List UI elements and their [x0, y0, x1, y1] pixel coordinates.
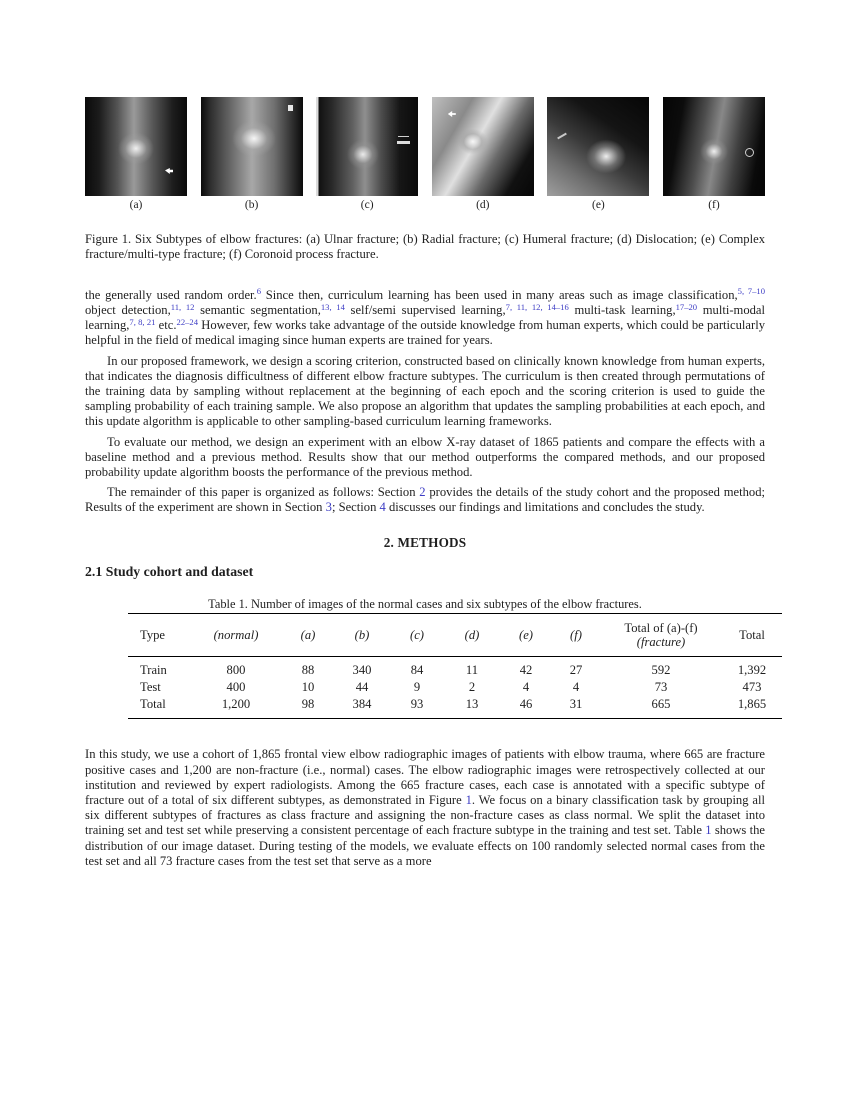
table-body — [128, 656, 782, 719]
figure-subimage-c — [316, 97, 418, 211]
table-cell: 46 — [519, 697, 533, 712]
elbow-xray-image-e — [547, 97, 649, 196]
paragraph: To evaluate our method, we design an experiment with an elbow X-ray dataset of 1865 patients and compare the effects with a baseline method and a previous method. Results show that our method outperforms the compared methods, and our proposed probability update algorithm boosts the performance of the previous method. — [85, 434, 765, 480]
xray-thumbnail-row — [85, 97, 765, 211]
table-cell: 31 — [569, 697, 583, 712]
table-cell: 44 — [355, 680, 369, 695]
table-header-cell: (b) — [334, 613, 390, 656]
elbow-xray-image-b — [201, 97, 303, 196]
table-cell: 88 — [301, 662, 315, 677]
citation-link[interactable]: 7, 11, 12, 14–16 — [505, 301, 569, 312]
table-cell: 800 — [226, 662, 246, 677]
table-header-cell: (a) — [282, 613, 334, 656]
table-cell: 98 — [301, 697, 315, 712]
paragraph: the generally used random order.$^6$ Since then, curriculum learning has been used in many areas such as image classification,$^{5, 7-10}$ object detection,$^{11, 12}$ semantic segmentation,$^{13, 14}$ self/semi supervised learning,$^{7, 11, 12, 14-16}$ multi-task learning,$^{17-20}$ multi-modal learning,$^{7, 8, 21}$ etc.$^{22-24}$ However, few works take advantage of the outside knowledge from human experts, which could be particularly helpful in the field of medical imaging since human experts are trained for years. — [85, 286, 766, 348]
citation-link[interactable]: 6 — [256, 286, 261, 297]
table-cell: 1,392 — [737, 662, 767, 677]
figure-1-caption: Figure 1. Six Subtypes of elbow fractures: (a) Ulnar fracture; (b) Radial fracture; (c) Humeral fracture; (d) Dislocation; (e) Complex fracture/multi-type fracture; (f) Coronoid process fracture. — [85, 232, 765, 262]
citation-link[interactable]: 11, 12 — [170, 301, 195, 312]
elbow-xray-image-d — [432, 97, 534, 196]
table-row — [128, 679, 782, 696]
paragraph: The remainder of this paper is organized as follows: Section 2 provides the details of the study cohort and the proposed method; Results of the experiment are shown in Section 3; Section 4 discusses our findings and limitations and concludes the study. — [85, 485, 765, 515]
table-cell: 340 — [352, 662, 372, 677]
citation-link[interactable]: 13, 14 — [320, 301, 345, 312]
figure-subimage-e — [547, 97, 649, 211]
cross-ref-link[interactable]: 1 — [705, 823, 712, 838]
table-cell: 11 — [465, 662, 479, 677]
text-column — [85, 0, 765, 869]
table-header-cell: (normal) — [190, 613, 282, 656]
table-cell: Test — [140, 680, 161, 695]
paragraph: In this study, we use a cohort of 1,865 frontal view elbow radiographic images of patients with elbow trauma, where 665 are fracture positive cases and 1,200 are non-fracture (i.e., normal) cases. The elbow radiographic images were retrospectively collected at our institution and reviewed by expert radiologists. Among the 665 fracture cases, each case is annotated with a specific subtype of fracture out of a total of six different subtypes, as demonstrated in Figure 1. We focus on a binary classification task by grouping all six different subtypes of fractures as class fracture and assigning the non-fracture cases as class normal. We split the dataset into training set and test set while preserving a consistent percentage of each fracture subtype in the training and test set. Table 1 shows the distribution of our image dataset. During testing of the models, we evaluate effects on 100 randomly selected normal cases from the test set and all 73 fracture cases from the test set that serve as a more — [85, 747, 765, 868]
table-header-cell: (f) — [552, 613, 600, 656]
citation-link[interactable]: 22–24 — [176, 316, 198, 327]
figure-sublabel: (f) — [708, 199, 720, 211]
table-cell: 4 — [522, 680, 530, 695]
figure-subimage-f — [663, 97, 765, 211]
table-cell: 9 — [413, 680, 421, 695]
table-cell: 1,865 — [737, 697, 767, 712]
citation-link[interactable]: 7, 8, 21 — [129, 316, 156, 327]
elbow-xray-image-a — [85, 97, 187, 196]
table-header-cell: (d) — [444, 613, 500, 656]
table-1-block — [85, 597, 765, 720]
table-cell: 400 — [226, 680, 246, 695]
figure-sublabel: (a) — [129, 199, 143, 211]
table-cell: Total — [140, 697, 166, 712]
cross-ref-link[interactable]: 1 — [465, 793, 472, 808]
cross-ref-link[interactable]: 4 — [379, 500, 386, 515]
figure-subimage-b — [201, 97, 303, 211]
table-cell: 10 — [301, 680, 315, 695]
table-header-cell: Total of (a)-(f) (fracture) — [600, 613, 722, 656]
citation-link[interactable]: 5, 7–10 — [737, 286, 765, 297]
table-cell: 13 — [465, 697, 479, 712]
elbow-xray-image-f — [663, 97, 765, 196]
body-paragraphs — [85, 288, 765, 516]
section-heading-methods: 2. METHODS — [383, 534, 467, 550]
table-cell: 84 — [410, 662, 424, 677]
table-cell: 665 — [651, 697, 671, 712]
table-cell: 1,200 — [221, 697, 251, 712]
table-header-cell: (e) — [500, 613, 552, 656]
after-table-paragraph-container — [85, 747, 765, 869]
table-cell: 473 — [742, 680, 762, 695]
subsection-heading-study-cohort: 2.1 Study cohort and dataset — [85, 563, 254, 579]
figure-sublabel: (b) — [244, 199, 259, 211]
figure-subimage-a — [85, 97, 187, 211]
paragraph: In our proposed framework, we design a scoring criterion, constructed based on clinically known knowledge from human experts, that indicates the diagnosis difficultness of different elbow fracture subtypes. The curriculum is then created through permutations of the training data by sampling without replacement at the beginning of each epoch and the scoring criterion is used to guide the sampling probability of each training sample. We also propose an algorithm that updates the sampling probabilities at each epoch, and this update algorithm is applicable to other sampling-based curriculum learning frameworks. — [85, 353, 765, 429]
figure-sublabel: (c) — [360, 199, 374, 211]
table-cell: 27 — [569, 662, 583, 677]
table-cell: 384 — [352, 697, 372, 712]
figure-sublabel: (e) — [591, 199, 605, 211]
table-cell: 4 — [572, 680, 580, 695]
table-header-cell: Total — [722, 613, 782, 656]
citation-link[interactable]: 17–20 — [675, 301, 698, 312]
table-cell: 73 — [654, 680, 668, 695]
table-row — [128, 696, 782, 719]
table-cell: 42 — [519, 662, 533, 677]
table-cell: 592 — [651, 662, 671, 677]
elbow-xray-image-c — [316, 97, 418, 196]
table-row — [128, 656, 782, 679]
table-header-cell: (c) — [390, 613, 444, 656]
table-cell: 2 — [468, 680, 476, 695]
table-1 — [128, 613, 782, 720]
table-header-cell: Type — [128, 613, 190, 656]
table-1-caption: Table 1. Number of images of the normal cases and six subtypes of the elbow fractures. — [208, 596, 642, 611]
cross-ref-link[interactable]: 2 — [419, 485, 426, 500]
figure-subimage-d — [432, 97, 534, 211]
table-cell: 93 — [410, 697, 424, 712]
figure-sublabel: (d) — [476, 199, 490, 211]
table-cell: Train — [140, 662, 167, 677]
figure-1-block — [85, 97, 765, 263]
table-header-row — [128, 613, 782, 656]
cross-ref-link[interactable]: 3 — [325, 500, 332, 515]
